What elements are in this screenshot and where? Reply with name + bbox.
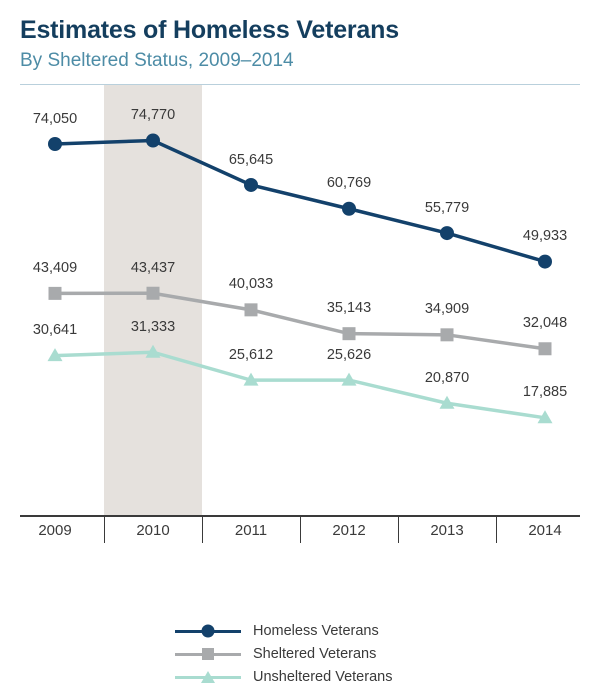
data-point-marker [441,328,454,341]
legend-swatch-icon [175,623,241,639]
data-point-label: 55,779 [424,199,470,216]
x-axis-label: 2013 [430,521,464,539]
data-point-marker [538,254,552,268]
data-point-marker [48,137,62,151]
data-point-label: 25,612 [228,346,274,363]
data-point-label: 34,909 [424,301,470,318]
x-axis-label: 2010 [136,521,170,539]
data-point-label: 65,645 [228,151,274,168]
data-point-label: 25,626 [326,346,372,363]
data-point-label: 74,050 [32,110,78,127]
x-axis-label: 2011 [234,521,268,539]
data-point-label: 30,641 [32,322,78,339]
chart-header [0,0,600,72]
data-point-marker [245,303,258,316]
data-point-marker [440,226,454,240]
series-line [55,293,545,349]
x-axis-label: 2012 [332,521,366,539]
legend-label: Unsheltered Veterans [253,669,393,685]
legend-swatch-icon [175,669,241,685]
line-chart-svg [20,85,580,540]
data-point-marker [49,286,62,299]
legend-label: Homeless Veterans [253,623,379,639]
data-point-label: 49,933 [522,228,568,245]
legend-item[interactable] [175,646,425,662]
data-point-label: 60,769 [326,175,372,192]
series-line [55,140,545,261]
data-point-label: 32,048 [522,315,568,332]
legend-swatch-icon [175,646,241,662]
x-axis-label: 2014 [528,521,562,539]
data-point-label: 31,333 [130,318,176,335]
data-point-label: 43,409 [32,259,78,276]
data-point-label: 17,885 [522,384,568,401]
data-point-marker [342,201,356,215]
data-point-label: 74,770 [130,107,176,124]
data-point-label: 20,870 [424,369,470,386]
x-axis-label: 2009 [38,521,72,539]
data-point-marker [244,178,258,192]
data-point-marker [343,327,356,340]
series-line [55,352,545,418]
x-axis-labels [20,522,580,548]
data-point-label: 43,437 [130,259,176,276]
chart-legend [0,623,600,685]
legend-item[interactable] [175,669,425,685]
data-point-label: 35,143 [326,300,372,317]
legend-label: Sheltered Veterans [253,646,377,662]
data-point-label: 40,033 [228,276,274,293]
data-point-marker [147,286,160,299]
data-point-marker [146,133,160,147]
page-title: Estimates of Homeless Veterans [20,16,399,44]
legend-item[interactable] [175,623,425,639]
page-subtitle: By Sheltered Status, 2009–2014 [20,49,294,71]
chart-plot-area [20,85,580,540]
data-point-marker [539,342,552,355]
